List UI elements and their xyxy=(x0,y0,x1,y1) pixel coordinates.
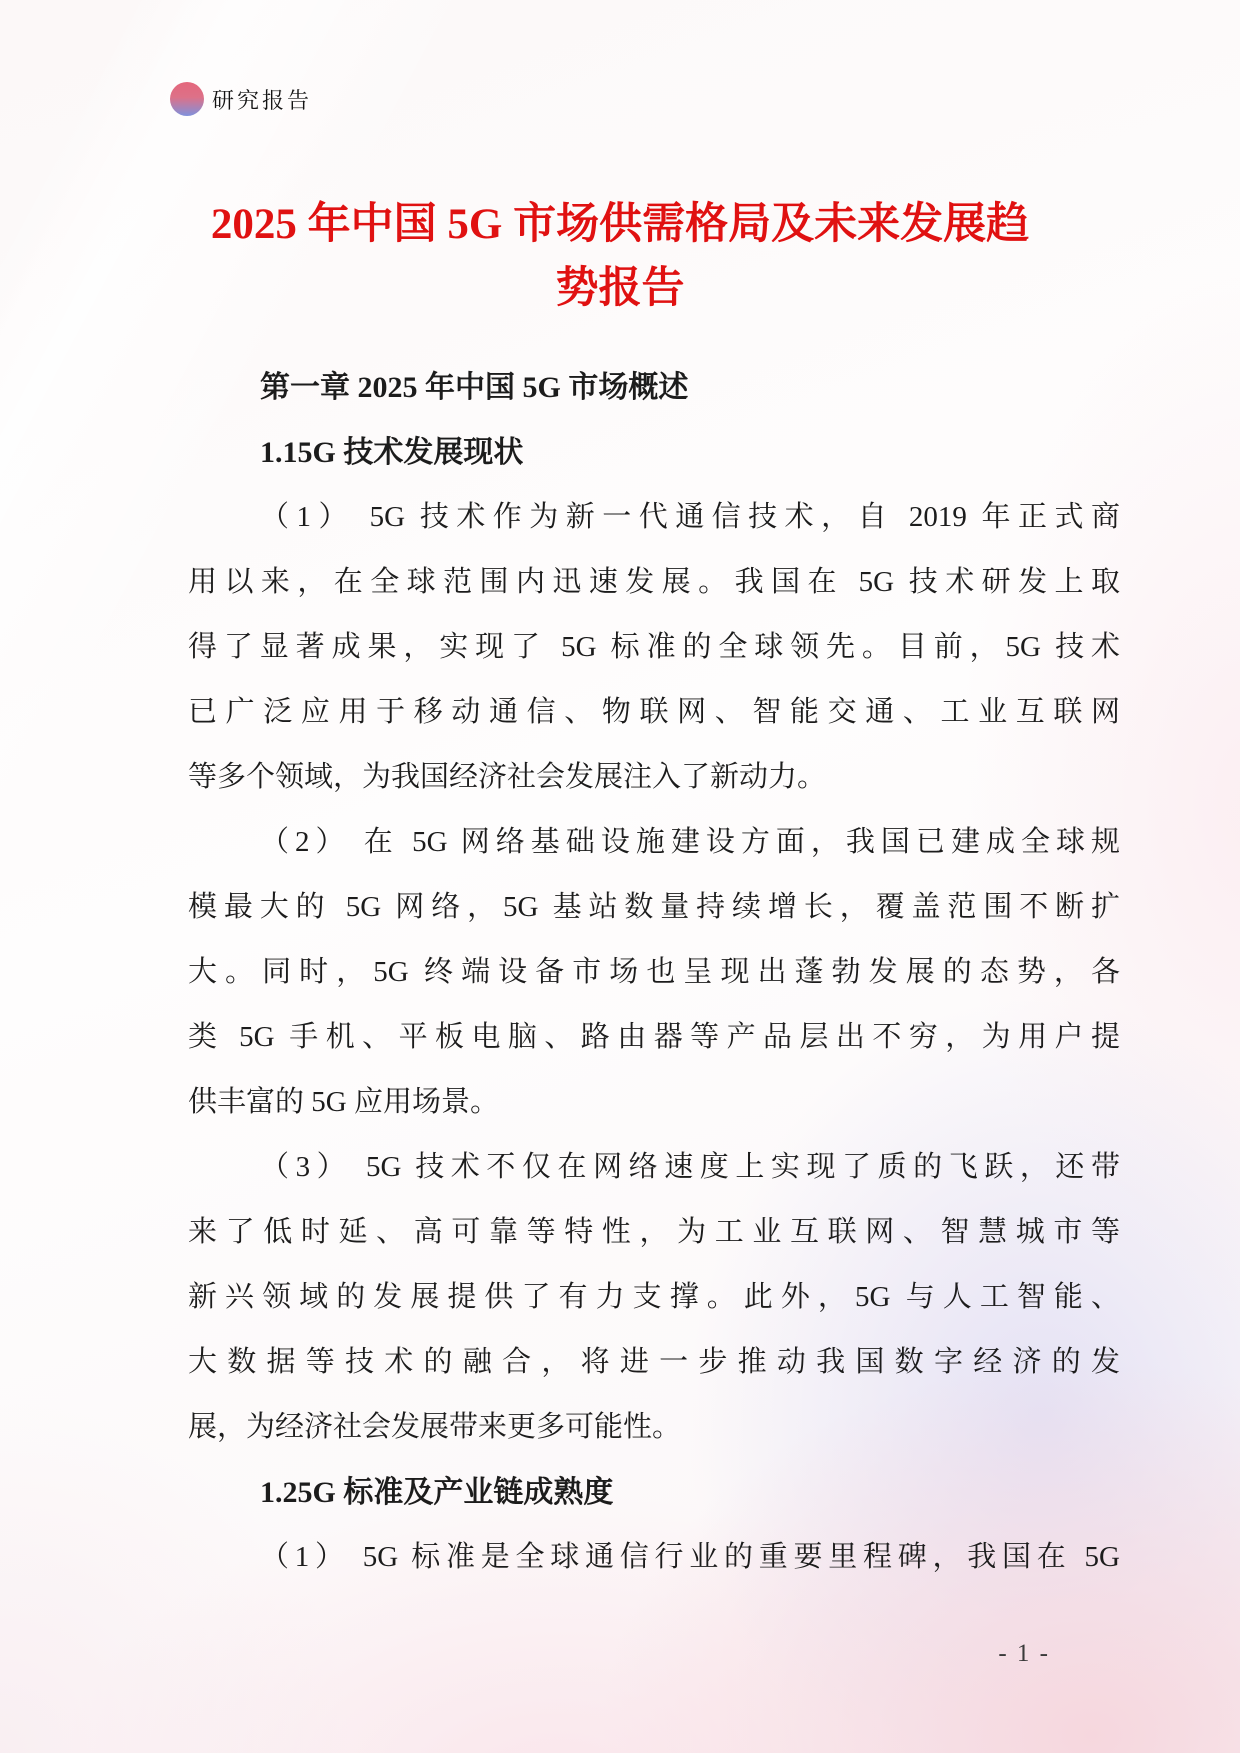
paragraph-line: 展，为经济社会发展带来更多可能性。 xyxy=(188,1411,682,1443)
paragraph-line: （3） 5G 技术不仅在网络速度上实现了质的飞跃，还带 xyxy=(260,1151,1120,1183)
logo-text: 研究报告 xyxy=(212,87,313,113)
paragraph-line: 类 5G 手机、平板电脑、路由器等产品层出不穷，为用户提 xyxy=(188,1021,1120,1053)
paragraph-line: 供丰富的 5G 应用场景。 xyxy=(188,1086,499,1118)
subsection-heading: 1.25G 标准及产业链成熟度 xyxy=(260,1476,614,1509)
paragraph-line: （1） 5G 技术作为新一代通信技术，自 2019 年正式商 xyxy=(260,501,1120,533)
paragraph-line: 大数据等技术的融合，将进一步推动我国数字经济的发 xyxy=(188,1346,1120,1378)
paragraph-line: （2） 在 5G 网络基础设施建设方面，我国已建成全球规 xyxy=(260,826,1120,858)
paragraph-line: 来了低时延、高可靠等特性，为工业互联网、智慧城市等 xyxy=(188,1216,1120,1248)
report-title xyxy=(120,193,1120,321)
brand xyxy=(170,82,312,116)
paragraph-line: 用以来，在全球范围内迅速发展。我国在 5G 技术研发上取 xyxy=(188,566,1120,598)
chapter-heading: 第一章 2025 年中国 5G 市场概述 xyxy=(260,371,689,404)
paragraph-line: （1） 5G 标准是全球通信行业的重要里程碑，我国在 5G xyxy=(260,1541,1120,1573)
paragraph-line: 得了显著成果，实现了 5G 标准的全球领先。目前，5G 技术 xyxy=(188,631,1120,663)
paragraph-line: 已广泛应用于移动通信、物联网、智能交通、工业互联网 xyxy=(188,696,1120,728)
subsection-heading: 1.15G 技术发展现状 xyxy=(260,436,524,469)
paragraph-line: 新兴领域的发展提供了有力支撑。此外，5G 与人工智能、 xyxy=(188,1281,1120,1313)
paragraph-line: 等多个领域，为我国经济社会发展注入了新动力。 xyxy=(188,761,827,793)
paragraph-line: 大。同时，5G 终端设备市场也呈现出蓬勃发展的态势，各 xyxy=(188,956,1120,988)
page-number: - 1 - xyxy=(998,1640,1050,1667)
report-title-line: 势报告 xyxy=(555,265,685,312)
paragraph-line: 模最大的 5G 网络，5G 基站数量持续增长，覆盖范围不断扩 xyxy=(188,891,1120,923)
logo-circle-icon xyxy=(170,82,204,116)
content-blocks xyxy=(188,355,1120,1590)
report-title-line: 2025 年中国 5G 市场供需格局及未来发展趋 xyxy=(210,201,1030,248)
